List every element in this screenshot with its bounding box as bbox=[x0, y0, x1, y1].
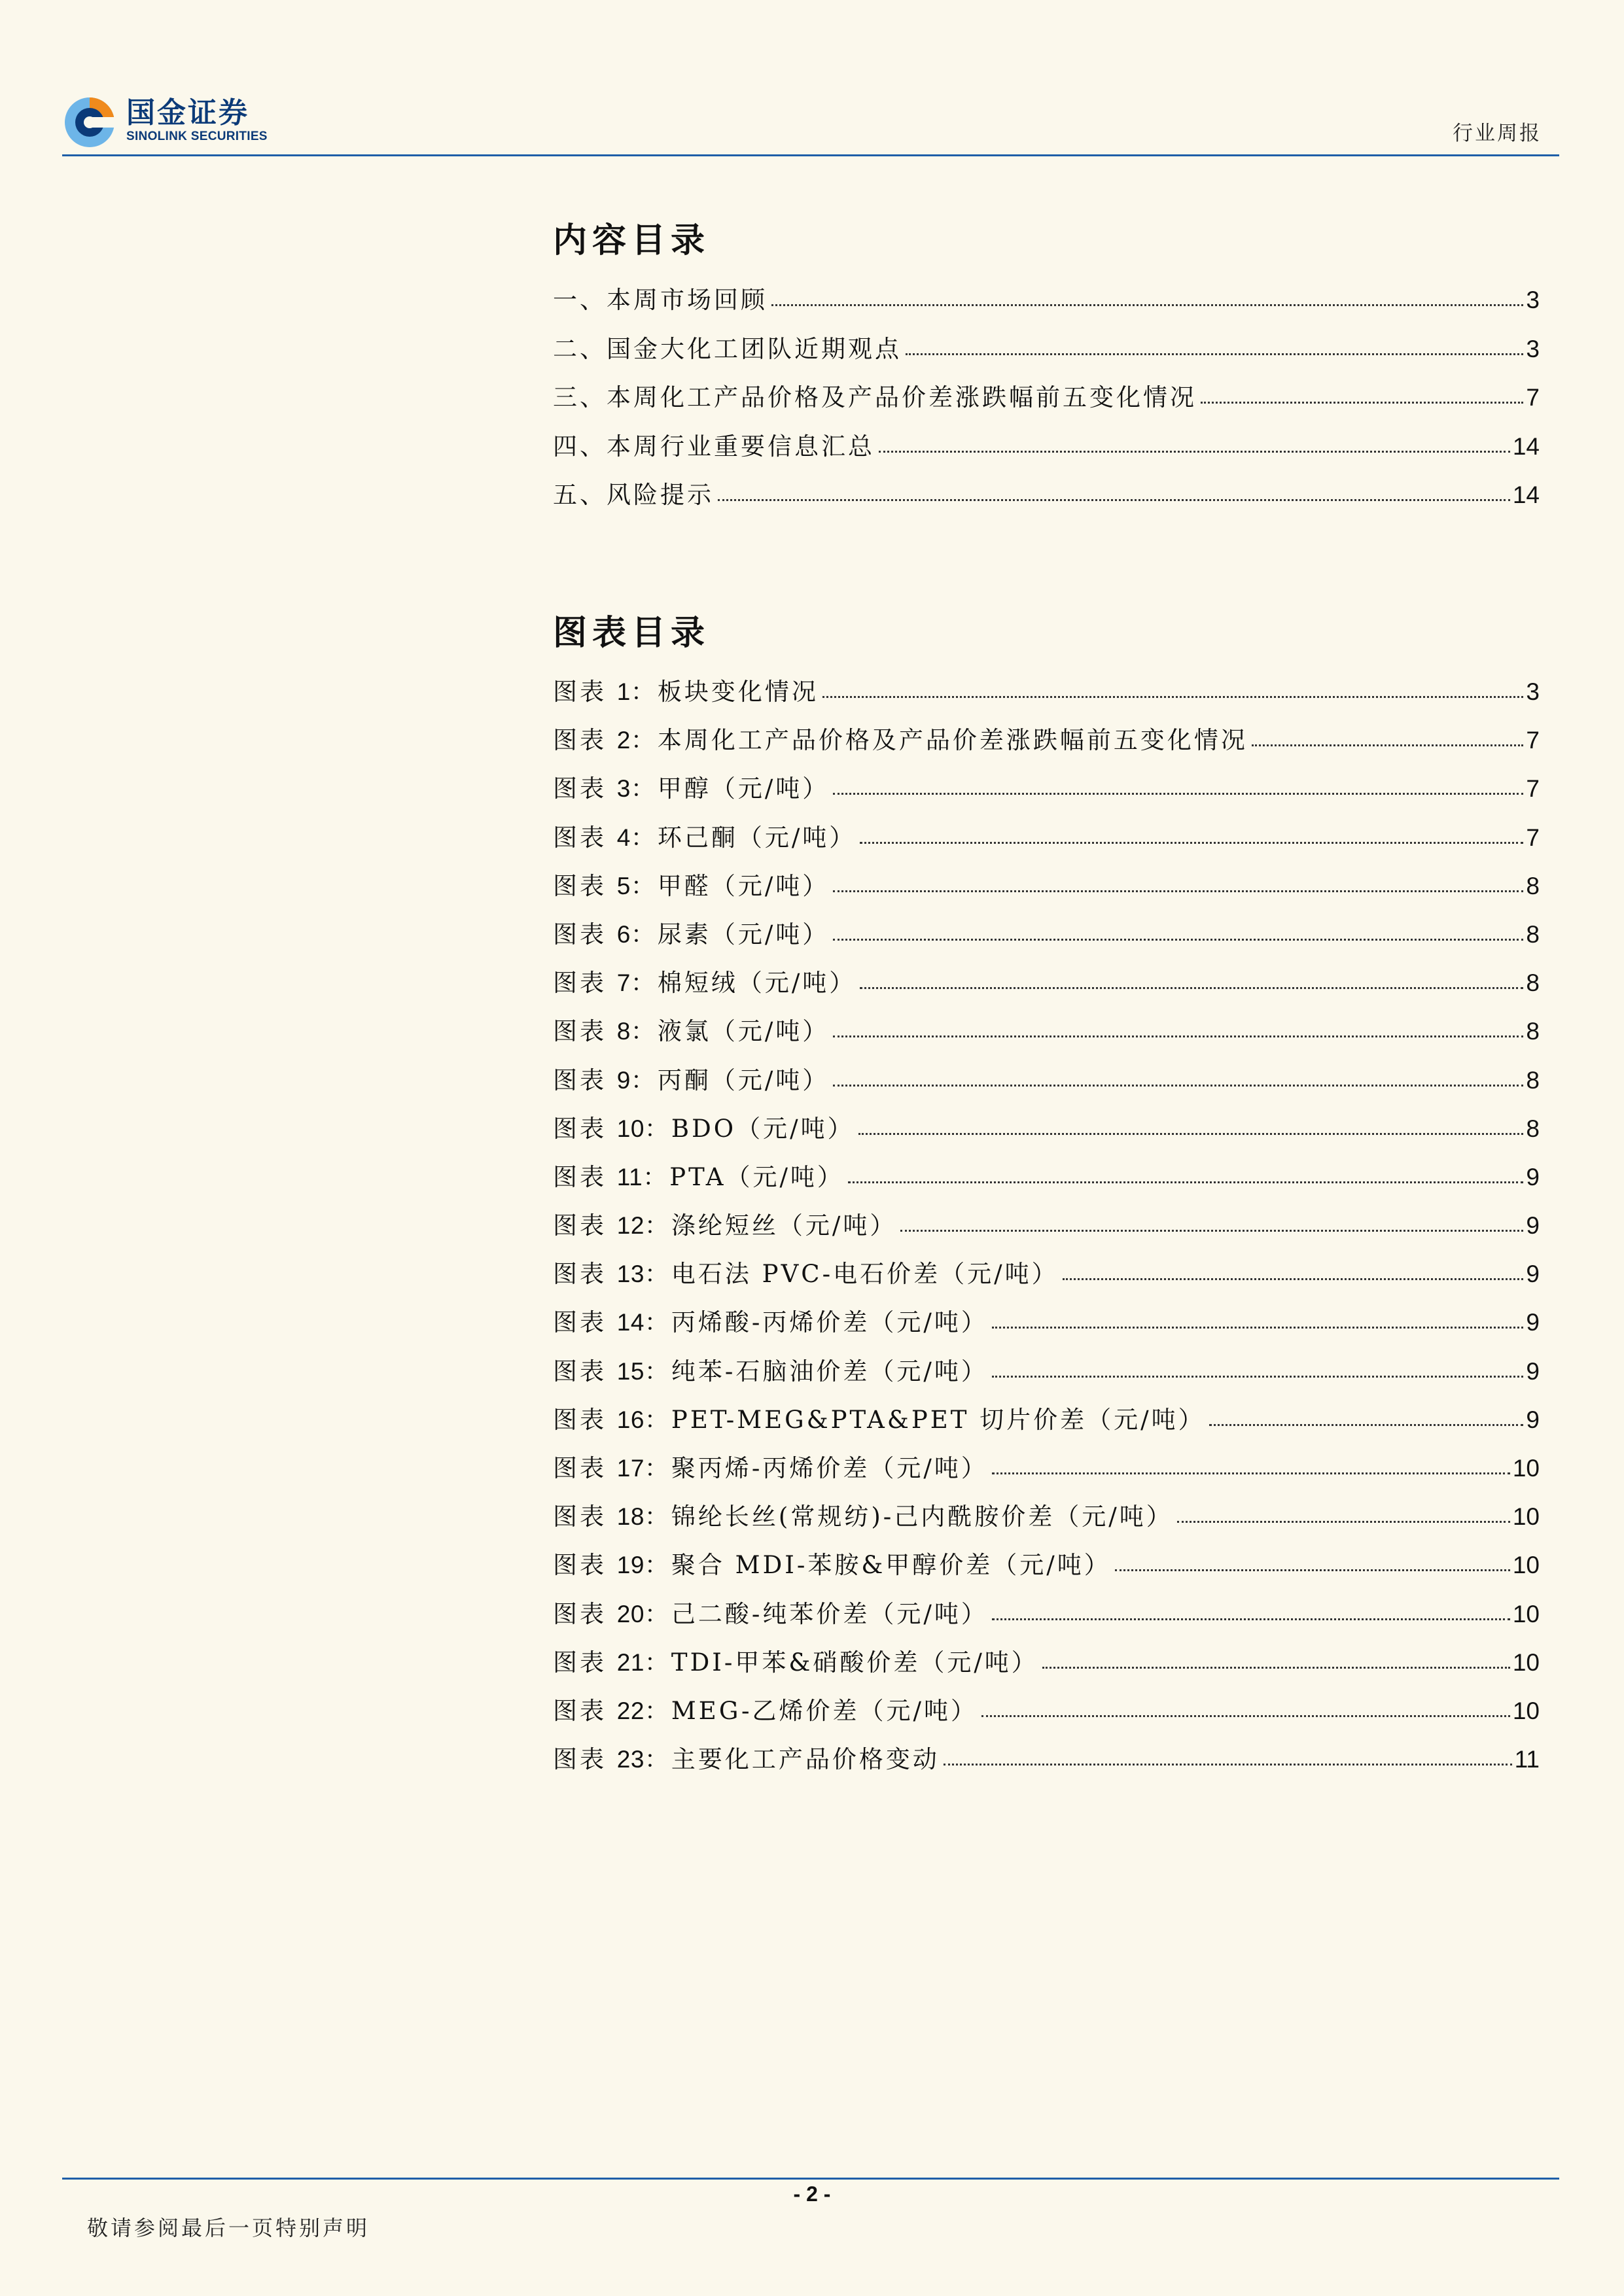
toc-entry-page: 3 bbox=[1526, 678, 1540, 705]
toc-entry-label bbox=[553, 280, 768, 315]
figure-title: 锦纶长丝(常规纺)-己内酰胺价差（元/吨） bbox=[671, 1503, 1173, 1531]
dot-leader bbox=[981, 1715, 1510, 1717]
figure-prefix: 图表 bbox=[553, 871, 607, 900]
contents-list bbox=[553, 280, 1540, 524]
contents-entry[interactable] bbox=[553, 475, 1540, 524]
toc-entry-label: 图表 23：主要化工产品价格变动 bbox=[553, 1745, 940, 1774]
figure-entry[interactable] bbox=[553, 1254, 1540, 1302]
figure-prefix: 图表 bbox=[553, 1696, 607, 1725]
toc-entry-label: 图表 10：BDO（元/吨） bbox=[553, 1114, 855, 1143]
toc-entry-label: 图表 18：锦纶长丝(常规纺)-己内酰胺价差（元/吨） bbox=[553, 1503, 1173, 1531]
toc-entry-page: 11 bbox=[1514, 1746, 1540, 1773]
figure-number: 9 bbox=[616, 1066, 631, 1094]
contents-entry-text: 二、国金大化工团队近期观点 bbox=[553, 334, 902, 363]
figure-entry[interactable] bbox=[553, 672, 1540, 720]
figure-entry[interactable] bbox=[553, 1400, 1540, 1448]
toc-entry-page: 10 bbox=[1512, 1697, 1540, 1724]
toc-entry-page: 10 bbox=[1512, 1648, 1540, 1676]
figure-number: 21 bbox=[616, 1648, 644, 1676]
toc-entry-page: 8 bbox=[1526, 920, 1540, 948]
figure-entry[interactable] bbox=[553, 769, 1540, 817]
figure-number: 2 bbox=[616, 727, 631, 754]
figure-prefix: 图表 bbox=[553, 1454, 607, 1482]
figure-number: 14 bbox=[616, 1309, 644, 1336]
figure-title: PET-MEG&PTA&PET 切片价差（元/吨） bbox=[671, 1405, 1205, 1434]
figure-title: 纯苯-石脑油价差（元/吨） bbox=[671, 1357, 988, 1385]
dot-leader bbox=[1209, 1424, 1524, 1426]
figure-title: 甲醛（元/吨） bbox=[657, 871, 830, 900]
contents-entry[interactable] bbox=[553, 426, 1540, 476]
figure-number: 3 bbox=[616, 775, 631, 803]
toc-entry-label: 图表 2：本周化工产品价格及产品价差涨跌幅前五变化情况 bbox=[553, 726, 1248, 755]
figure-title: PTA（元/吨） bbox=[669, 1162, 844, 1191]
toc-entry-page: 8 bbox=[1526, 1066, 1540, 1094]
toc-entry-page: 9 bbox=[1526, 1212, 1540, 1240]
toc-entry-page: 7 bbox=[1526, 384, 1540, 411]
figure-entry[interactable] bbox=[553, 1497, 1540, 1545]
toc-entry-label: 图表 12：涤纶短丝（元/吨） bbox=[553, 1211, 897, 1240]
contents-entry[interactable] bbox=[553, 377, 1540, 426]
dot-leader bbox=[879, 451, 1510, 453]
dot-leader bbox=[833, 793, 1523, 795]
toc-entry-page: 3 bbox=[1526, 287, 1540, 313]
figure-title: 液氯（元/吨） bbox=[657, 1017, 830, 1046]
figure-prefix: 图表 bbox=[553, 1357, 607, 1385]
contents-entry[interactable] bbox=[553, 280, 1540, 329]
figure-prefix: 图表 bbox=[553, 1260, 607, 1289]
toc-entry-page: 9 bbox=[1526, 1406, 1540, 1433]
toc-entry-label: 图表 21：TDI-甲苯&硝酸价差（元/吨） bbox=[553, 1648, 1038, 1677]
dot-leader bbox=[833, 939, 1523, 941]
figure-number: 23 bbox=[616, 1746, 644, 1773]
toc-entry-label: 图表 9：丙酮（元/吨） bbox=[553, 1066, 830, 1094]
toc-entry-label: 图表 11：PTA（元/吨） bbox=[553, 1162, 844, 1191]
toc-entry-page: 9 bbox=[1526, 1309, 1540, 1336]
figure-number: 12 bbox=[616, 1212, 644, 1240]
dot-leader bbox=[771, 304, 1523, 306]
figure-title: 涤纶短丝（元/吨） bbox=[671, 1211, 897, 1240]
figure-number: 7 bbox=[616, 969, 631, 997]
toc-entry-page: 9 bbox=[1526, 1163, 1540, 1191]
toc-entry-label: 图表 3：甲醇（元/吨） bbox=[553, 774, 830, 803]
figure-number: 4 bbox=[616, 824, 631, 851]
figure-entry[interactable] bbox=[553, 818, 1540, 866]
figure-prefix: 图表 bbox=[553, 1066, 607, 1094]
toc-entry-page: 7 bbox=[1526, 775, 1540, 803]
figure-prefix: 图表 bbox=[553, 920, 607, 948]
figure-entry[interactable] bbox=[553, 963, 1540, 1011]
dot-leader bbox=[822, 696, 1524, 698]
contents-entry-text: 一、本周市场回顾 bbox=[553, 286, 768, 314]
figure-entry[interactable] bbox=[553, 1545, 1540, 1593]
figure-title: 主要化工产品价格变动 bbox=[671, 1745, 940, 1774]
logo-chinese-name: 国金证券 bbox=[126, 96, 249, 130]
figures-title: 图表目录 bbox=[553, 613, 711, 653]
dot-leader bbox=[900, 1230, 1523, 1232]
figure-number: 8 bbox=[616, 1018, 631, 1045]
dot-leader bbox=[992, 1618, 1510, 1620]
figure-entry[interactable] bbox=[553, 1157, 1540, 1206]
figure-entry[interactable] bbox=[553, 1060, 1540, 1109]
figure-title: 棉短绒（元/吨） bbox=[657, 969, 856, 998]
figure-number: 18 bbox=[616, 1503, 644, 1531]
figure-prefix: 图表 bbox=[553, 1745, 607, 1774]
dot-leader bbox=[906, 353, 1523, 355]
toc-entry-page: 9 bbox=[1526, 1357, 1540, 1385]
toc-entry-label: 图表 13：电石法 PVC-电石价差（元/吨） bbox=[553, 1260, 1059, 1289]
figure-prefix: 图表 bbox=[553, 1211, 607, 1240]
dot-leader bbox=[992, 1472, 1510, 1474]
figure-number: 15 bbox=[616, 1357, 644, 1385]
figure-number: 10 bbox=[616, 1115, 644, 1142]
footer-divider bbox=[62, 2178, 1559, 2180]
contents-entry-text: 三、本周化工产品价格及产品价差涨跌幅前五变化情况 bbox=[553, 383, 1197, 411]
toc-entry-page: 3 bbox=[1526, 335, 1540, 362]
dot-leader bbox=[848, 1181, 1523, 1183]
toc-entry-label: 图表 5：甲醛（元/吨） bbox=[553, 871, 830, 900]
dot-leader bbox=[1063, 1278, 1524, 1280]
toc-entry-label: 图表 7：棉短绒（元/吨） bbox=[553, 969, 856, 998]
dot-leader bbox=[1252, 744, 1524, 746]
figure-prefix: 图表 bbox=[553, 1551, 607, 1580]
toc-entry-label: 图表 8：液氯（元/吨） bbox=[553, 1017, 830, 1046]
toc-entry-page: 8 bbox=[1526, 872, 1540, 899]
contents-entry-text: 四、本周行业重要信息汇总 bbox=[553, 432, 875, 461]
figure-prefix: 图表 bbox=[553, 678, 607, 706]
figure-prefix: 图表 bbox=[553, 726, 607, 755]
company-logo bbox=[62, 92, 294, 150]
figure-entry[interactable] bbox=[553, 866, 1540, 914]
toc-entry-page: 10 bbox=[1512, 1455, 1540, 1482]
contents-title: 内容目录 bbox=[553, 220, 711, 260]
dot-leader bbox=[718, 499, 1510, 501]
figure-entry[interactable] bbox=[553, 914, 1540, 963]
toc-entry-page: 7 bbox=[1526, 727, 1540, 754]
dot-leader bbox=[833, 890, 1523, 892]
figure-number: 5 bbox=[616, 872, 631, 899]
toc-entry-page: 10 bbox=[1512, 1600, 1540, 1627]
figure-prefix: 图表 bbox=[553, 1405, 607, 1434]
toc-entry-page: 14 bbox=[1512, 432, 1540, 460]
figure-number: 17 bbox=[616, 1455, 644, 1482]
disclaimer-text: 敬请参阅最后一页特别声明 bbox=[87, 2216, 370, 2240]
figure-prefix: 图表 bbox=[553, 1017, 607, 1046]
figure-entry[interactable] bbox=[553, 1351, 1540, 1400]
dot-leader bbox=[858, 1133, 1524, 1135]
figure-number: 1 bbox=[616, 678, 631, 705]
figure-number: 11 bbox=[616, 1163, 643, 1191]
figures-list bbox=[553, 672, 1540, 1788]
figure-entry[interactable] bbox=[553, 1691, 1540, 1739]
figure-title: 甲醇（元/吨） bbox=[657, 774, 830, 803]
logo-english-name: SINOLINK SECURITIES bbox=[126, 130, 268, 143]
contents-entry[interactable] bbox=[553, 329, 1540, 378]
figure-title: 聚合 MDI-苯胺&甲醇价差（元/吨） bbox=[671, 1551, 1111, 1580]
figure-prefix: 图表 bbox=[553, 1162, 607, 1191]
sinolink-logo-icon bbox=[62, 94, 117, 148]
contents-entry-text: 五、风险提示 bbox=[553, 481, 714, 509]
figure-title: 本周化工产品价格及产品价差涨跌幅前五变化情况 bbox=[657, 726, 1248, 755]
figure-prefix: 图表 bbox=[553, 1114, 607, 1143]
figure-prefix: 图表 bbox=[553, 823, 607, 852]
toc-entry-page: 14 bbox=[1512, 481, 1540, 508]
dot-leader bbox=[860, 987, 1523, 989]
figure-number: 16 bbox=[616, 1406, 644, 1433]
page-number: - 2 - bbox=[793, 2182, 831, 2206]
figure-entry[interactable] bbox=[553, 1109, 1540, 1157]
toc-entry-page: 8 bbox=[1526, 1018, 1540, 1045]
toc-entry-label: 图表 16：PET-MEG&PTA&PET 切片价差（元/吨） bbox=[553, 1405, 1205, 1434]
figure-title: 尿素（元/吨） bbox=[657, 920, 830, 948]
figure-title: TDI-甲苯&硝酸价差（元/吨） bbox=[671, 1648, 1038, 1677]
figure-entry[interactable] bbox=[553, 1739, 1540, 1788]
figure-entry[interactable] bbox=[553, 1206, 1540, 1254]
figure-number: 13 bbox=[616, 1261, 644, 1288]
figure-title: 丙酮（元/吨） bbox=[657, 1066, 830, 1094]
toc-entry-label bbox=[553, 377, 1197, 413]
figure-title: 丙烯酸-丙烯价差（元/吨） bbox=[671, 1308, 988, 1337]
figure-number: 20 bbox=[616, 1600, 644, 1627]
figure-entry[interactable] bbox=[553, 1643, 1540, 1691]
dot-leader bbox=[992, 1327, 1524, 1329]
toc-entry-label: 图表 4：环己酮（元/吨） bbox=[553, 823, 856, 852]
dot-leader bbox=[944, 1764, 1512, 1765]
toc-entry-page: 9 bbox=[1526, 1261, 1540, 1288]
figure-entry[interactable] bbox=[553, 1594, 1540, 1643]
dot-leader bbox=[1201, 402, 1523, 404]
toc-entry-label: 图表 6：尿素（元/吨） bbox=[553, 920, 830, 948]
figure-prefix: 图表 bbox=[553, 969, 607, 998]
toc-entry-label: 图表 22：MEG-乙烯价差（元/吨） bbox=[553, 1696, 978, 1725]
figure-title: 电石法 PVC-电石价差（元/吨） bbox=[671, 1260, 1059, 1289]
toc-entry-page: 7 bbox=[1526, 824, 1540, 851]
toc-entry-page: 8 bbox=[1526, 969, 1540, 997]
figure-entry[interactable] bbox=[553, 1302, 1540, 1351]
toc-entry-label: 图表 19：聚合 MDI-苯胺&甲醇价差（元/吨） bbox=[553, 1551, 1111, 1580]
header-divider bbox=[62, 154, 1559, 156]
figure-number: 19 bbox=[616, 1552, 644, 1579]
dot-leader bbox=[833, 1085, 1523, 1087]
dot-leader bbox=[860, 842, 1523, 844]
toc-entry-page: 10 bbox=[1512, 1552, 1540, 1579]
figure-entry[interactable] bbox=[553, 1011, 1540, 1060]
figure-title: 聚丙烯-丙烯价差（元/吨） bbox=[671, 1454, 988, 1482]
figure-number: 6 bbox=[616, 920, 631, 948]
toc-entry-page: 8 bbox=[1526, 1115, 1540, 1142]
figure-title: 己二酸-纯苯价差（元/吨） bbox=[671, 1599, 988, 1628]
toc-entry-page: 10 bbox=[1512, 1503, 1540, 1531]
dot-leader bbox=[833, 1035, 1523, 1037]
figure-prefix: 图表 bbox=[553, 774, 607, 803]
toc-entry-label: 图表 15：纯苯-石脑油价差（元/吨） bbox=[553, 1357, 988, 1385]
toc-entry-label: 图表 1：板块变化情况 bbox=[553, 678, 819, 706]
dot-leader bbox=[1042, 1667, 1510, 1669]
dot-leader bbox=[1177, 1521, 1510, 1523]
toc-entry-label bbox=[553, 426, 875, 462]
figure-entry[interactable] bbox=[553, 1448, 1540, 1497]
figure-title: MEG-乙烯价差（元/吨） bbox=[671, 1696, 978, 1725]
toc-entry-label bbox=[553, 329, 902, 364]
figure-title: 板块变化情况 bbox=[657, 678, 819, 706]
dot-leader bbox=[1115, 1569, 1510, 1571]
figure-number: 22 bbox=[616, 1697, 644, 1724]
toc-entry-label: 图表 20：己二酸-纯苯价差（元/吨） bbox=[553, 1599, 988, 1628]
report-type-label: 行业周报 bbox=[1453, 122, 1542, 145]
figure-title: 环己酮（元/吨） bbox=[657, 823, 856, 852]
figure-prefix: 图表 bbox=[553, 1308, 607, 1337]
figure-prefix: 图表 bbox=[553, 1599, 607, 1628]
figure-entry[interactable] bbox=[553, 720, 1540, 769]
figure-title: BDO（元/吨） bbox=[671, 1114, 855, 1143]
toc-entry-label: 图表 14：丙烯酸-丙烯价差（元/吨） bbox=[553, 1308, 988, 1337]
toc-entry-label bbox=[553, 475, 714, 510]
figure-prefix: 图表 bbox=[553, 1648, 607, 1677]
toc-entry-label: 图表 17：聚丙烯-丙烯价差（元/吨） bbox=[553, 1454, 988, 1482]
figure-prefix: 图表 bbox=[553, 1503, 607, 1531]
dot-leader bbox=[992, 1376, 1524, 1378]
